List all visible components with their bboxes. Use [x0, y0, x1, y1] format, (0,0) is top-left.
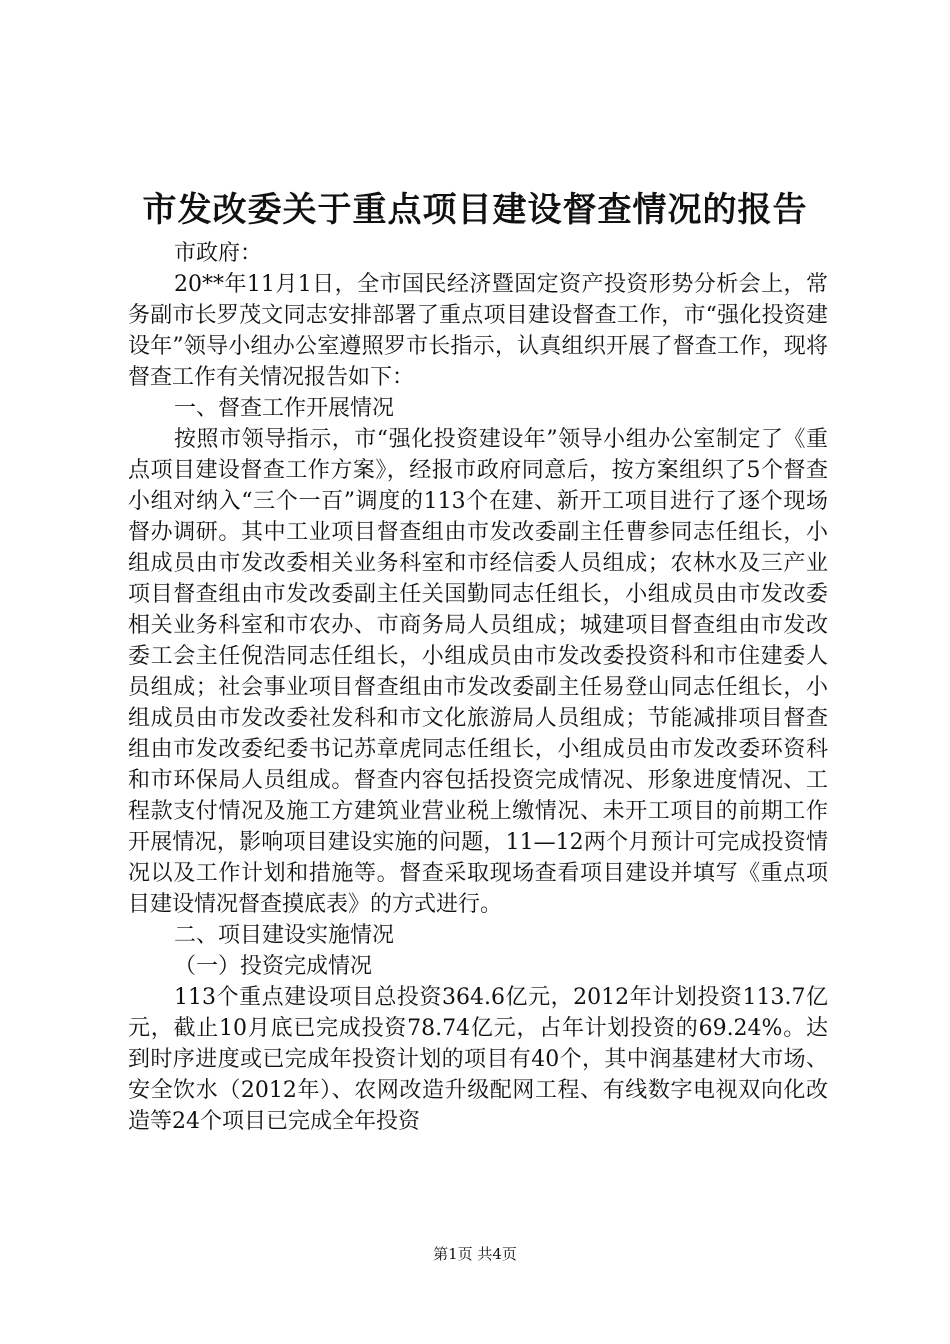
paragraph-investment: 113个重点建设项目总投资364.6亿元，2012年计划投资113.7亿元，截止10月底已完成投资78.74亿元，占年计划投资的69.24%。达到时序进度或已完成年投资计划的项目有40个，其中润基建材大市场、安全饮水（2012年）、农网改造升级配网工程、有线数字电视双向化改造等24个项目已完成全年投资	[128, 985, 828, 1134]
paragraph-intro: 20**年11月1日，全市国民经济暨固定资产投资形势分析会上，常务副市长罗茂文同志安排部署了重点项目建设督查工作，市“强化投资建设年”领导小组办公室遵照罗市长指示，认真组织开展了督查工作，现将督查工作有关情况报告如下：	[128, 272, 828, 390]
document-title: 市发改委关于重点项目建设督查情况的报告	[142, 190, 808, 230]
document-body	[128, 238, 828, 1137]
paragraph-inspection: 按照市领导指示，市“强化投资建设年”领导小组办公室制定了《重点项目建设督查工作方案》，经报市政府同意后，按方案组织了5个督查小组对纳入“三个一百”调度的113个在建、新开工项目进行了逐个现场督办调研。其中工业项目督查组由市发改委副主任曹参同志任组长，小组成员由市发改委相关业务科室和市经信委人员组成；农林水及三产业项目督查组由市发改委副主任关国勤同志任组长，小组成员由市发改委相关业务科室和市农办、市商务局人员组成；城建项目督查组由市发改委工会主任倪浩同志任组长，小组成员由市发改委投资科和市住建委人员组成；社会事业项目督查组由市发改委副主任易登山同志任组长，小组成员由市发改委社发科和市文化旅游局人员组成；节能减排项目督查组由市发改委纪委书记苏章虎同志任组长，小组成员由市发改委环资科和市环保局人员组成。督查内容包括投资完成情况、形象进度情况、工程款支付情况及施工方建筑业营业税上缴情况、未开工项目的前期工作开展情况，影响项目建设实施的问题，11—12两个月预计可完成投资情况以及工作计划和措施等。督查采取现场查看项目建设并填写《重点项目建设情况督查摸底表》的方式进行。	[128, 427, 828, 917]
salutation: 市政府：	[174, 241, 263, 266]
subsection-heading-1: （一）投资完成情况	[174, 954, 373, 979]
section-heading-1: 一、督查工作开展情况	[174, 396, 395, 421]
section-heading-2: 二、项目建设实施情况	[174, 923, 395, 948]
page-footer: 第1页 共4页	[433, 1245, 517, 1263]
